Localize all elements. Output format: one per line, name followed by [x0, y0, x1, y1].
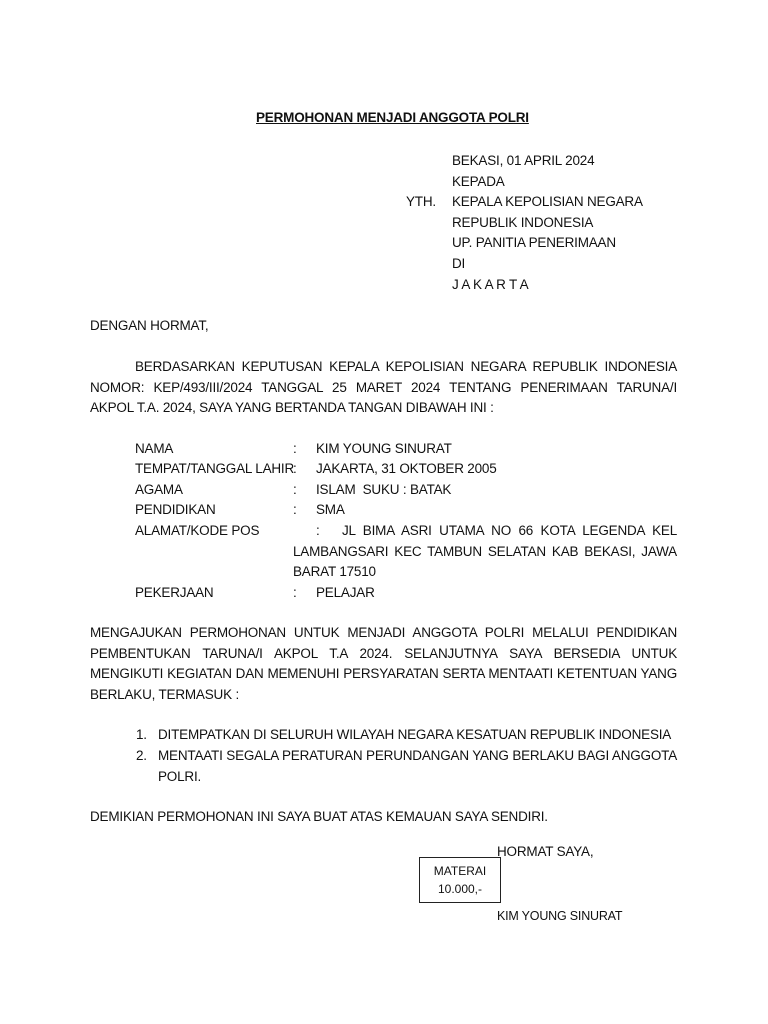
recipient-line-1: KEPALA KEPOLISIAN NEGARA — [452, 194, 643, 209]
recipient-city: J A K A R T A — [452, 277, 529, 292]
recipient-line-4: DI — [452, 256, 466, 271]
closing-statement: DEMIKIAN PERMOHONAN INI SAYA BUAT ATAS KEMAUAN SAYA SENDIRI. — [90, 809, 548, 824]
field-separator: : — [293, 461, 297, 476]
field-label-pekerjaan: PEKERJAAN — [135, 585, 214, 600]
address-text: JL BIMA ASRI UTAMA NO 66 KOTA LEGENDA KEL LAMBANGSARI KEC TAMBUN SELATAN KAB BEKASI, JAWA BARAT 17510 — [293, 523, 677, 579]
field-label-alamat: ALAMAT/KODE POS — [135, 523, 260, 538]
signatory-name: KIM YOUNG SINURAT — [497, 909, 623, 923]
signature-salutation: HORMAT SAYA, — [497, 844, 594, 859]
materai-label: MATERAI — [433, 864, 487, 878]
field-value-alamat — [293, 521, 677, 583]
intro-paragraph: BERDASARKAN KEPUTUSAN KEPALA KEPOLISIAN NEGARA REPUBLIK INDONESIA NOMOR: KEP/493/III/2024 TANGGAL 25 MARET 2024 TENTANG PENERIMAAN TARUNA/I AKPOL T.A. 2024, SAYA YANG BERTANDA TANGAN DIBAWAH INI : — [90, 359, 677, 415]
field-separator: : — [293, 482, 297, 497]
field-separator: : — [293, 585, 297, 600]
field-label-pendidikan: PENDIDIKAN — [135, 502, 216, 517]
point-text: MENTAATI SEGALA PERATURAN PERUNDANGAN YANG BERLAKU BAGI ANGGOTA POLRI. — [158, 748, 677, 784]
point-number: 2. — [136, 748, 147, 763]
recipient-line-2: REPUBLIK INDONESIA — [452, 215, 594, 230]
field-value-pendidikan: SMA — [316, 502, 345, 517]
field-value-ttl: JAKARTA, 31 OKTOBER 2005 — [316, 461, 497, 476]
recipient-line-3: UP. PANITIA PENERIMAAN — [452, 235, 616, 250]
field-label-ttl: TEMPAT/TANGGAL LAHIR — [135, 461, 295, 476]
body-paragraph: MENGAJUKAN PERMOHONAN UNTUK MENJADI ANGGOTA POLRI MELALUI PENDIDIKAN PEMBENTUKAN TARUNA/I AKPOL T.A 2024. SELANJUTNYA SAYA BERSEDIA UNTUK MENGIKUTI KEGIATAN DAN MEMENUHI PERSYARATAN SERTA MENTAATI KETENTUAN YANG BERLAKU, TERMASUK : — [90, 625, 677, 702]
date-line: BEKASI, 01 APRIL 2024 — [452, 153, 595, 168]
yth-label: YTH. — [406, 194, 436, 209]
point-text: DITEMPATKAN DI SELURUH WILAYAH NEGARA KESATUAN REPUBLIK INDONESIA — [158, 727, 672, 742]
field-separator: : — [316, 523, 320, 538]
field-label-nama: NAMA — [135, 441, 174, 456]
greeting: DENGAN HORMAT, — [90, 318, 209, 333]
field-separator: : — [293, 441, 297, 456]
point-number: 1. — [136, 727, 147, 742]
kepada-line: KEPADA — [452, 174, 505, 189]
materai-value: 10.000,- — [437, 882, 483, 896]
field-value-nama: KIM YOUNG SINURAT — [316, 441, 452, 456]
field-value-pekerjaan: PELAJAR — [316, 585, 375, 600]
field-value-agama: ISLAM SUKU : BATAK — [316, 482, 452, 497]
field-separator: : — [293, 502, 297, 517]
materai-stamp-box — [419, 857, 501, 903]
letter-title: PERMOHONAN MENJADI ANGGOTA POLRI — [256, 110, 529, 125]
field-label-agama: AGAMA — [135, 482, 183, 497]
